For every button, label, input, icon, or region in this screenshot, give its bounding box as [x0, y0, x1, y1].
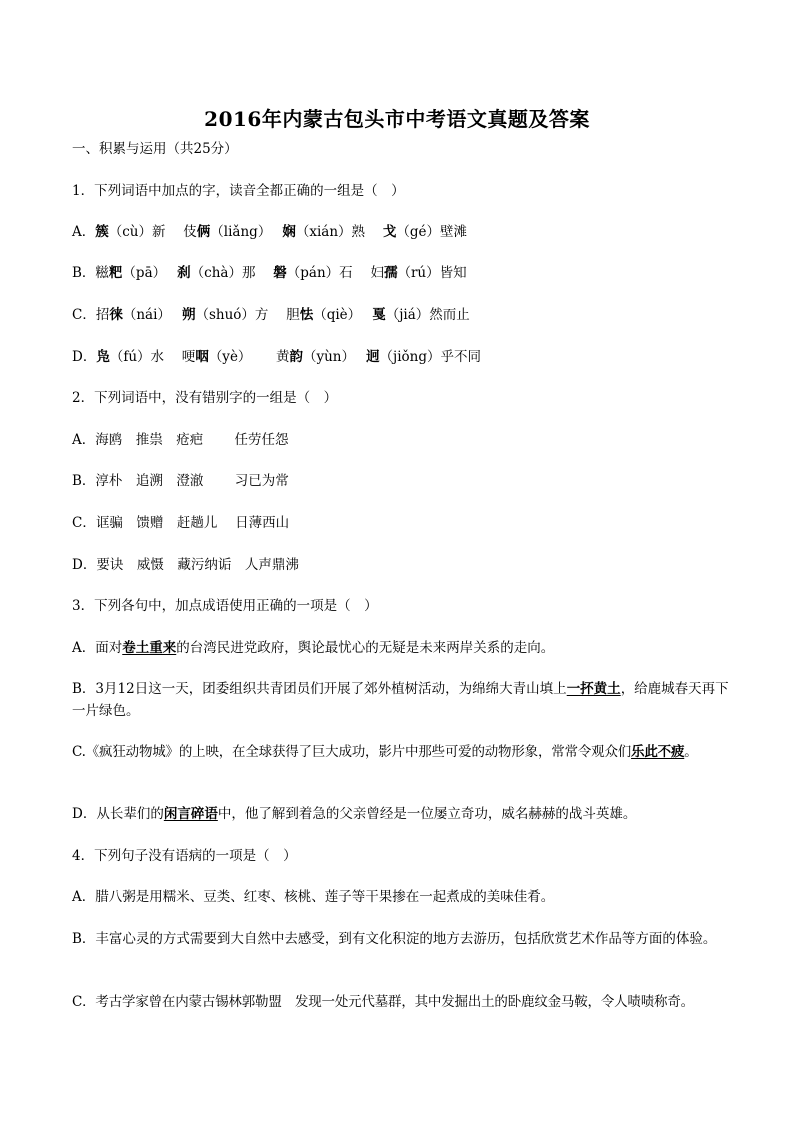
text: C．招 — [72, 307, 110, 323]
text: （yùn） — [302, 349, 367, 365]
dotted-char: 朔 — [181, 307, 196, 323]
q3-option-c — [72, 741, 732, 763]
text: （shuó）方 胆 — [195, 307, 300, 323]
text: （pán）石 妇 — [286, 265, 384, 281]
text: （nái） — [122, 307, 182, 323]
text: （xián）熟 — [295, 224, 383, 240]
q2-option-b: B．淳朴 追溯 澄澈 习已为常 — [72, 473, 289, 489]
text: （yè） 黄 — [208, 349, 290, 365]
q1-option-b — [72, 262, 732, 284]
text: （qiè） — [313, 307, 373, 323]
text: （fú）水 哽 — [109, 349, 196, 365]
idiom: 卷土重来 — [122, 640, 177, 656]
text: D． — [72, 349, 97, 365]
q2-option-a: A．海鸥 推祟 疮疤 任劳任怨 — [72, 432, 289, 448]
dotted-char: 簇 — [95, 224, 109, 240]
q2-stem: 2．下列词语中，没有错别字的一组是（ ） — [72, 390, 338, 406]
q3-option-d — [72, 803, 732, 825]
q1-option-a — [72, 221, 732, 243]
text: （cù）新 伎 — [108, 224, 197, 240]
dotted-char: 孺 — [383, 265, 398, 281]
q2-option-c: C．诓骗 馈赠 赶趟儿 日薄西山 — [72, 515, 290, 531]
q3-option-a — [72, 637, 732, 659]
dotted-char: 磐 — [273, 265, 287, 281]
dotted-char: 怯 — [299, 307, 314, 323]
idiom: 一抔黄土 — [566, 681, 621, 697]
dotted-char: 徕 — [109, 307, 123, 323]
idiom: 乐此不疲 — [631, 744, 685, 760]
idiom: 闲言碎语 — [163, 806, 218, 822]
text: （jiá）然而止 — [385, 307, 470, 323]
dotted-char: 娴 — [282, 224, 296, 240]
text: （liǎng） — [210, 224, 283, 240]
dotted-char: 戈 — [382, 224, 397, 240]
text: 中，他了解到着急的父亲曾经是一位屡立奇功，威名赫赫的战斗英雄。 — [217, 806, 637, 822]
dotted-char: 戛 — [372, 307, 386, 323]
q1-stem: 1．下列词语中加点的字，读音全都正确的一组是（ ） — [72, 183, 405, 199]
q4-option-c: C．考古学家曾在内蒙古锡林郭勒盟 发现一处元代墓群，其中发掘出土的卧鹿纹金马鞍，令人啧啧称奇。 — [72, 994, 694, 1010]
text: B．3月12日这一天，团委组织共青团员们开展了郊外植树活动，为绵绵大青山填上 — [72, 681, 567, 697]
q1-option-d — [72, 346, 732, 368]
text: （gé）壁滩 — [396, 224, 467, 240]
text: （rú）皆知 — [397, 265, 467, 281]
dotted-char: 韵 — [289, 349, 303, 365]
q1-option-c — [72, 304, 732, 326]
text: C.《疯狂动物城》的上映，在全球获得了巨大成功，影片中那些可爱的动物形象，常常令观众们 — [72, 744, 632, 760]
q3-stem: 3．下列各句中，加点成语使用正确的一项是（ ） — [72, 598, 378, 614]
section-heading: 一、积累与运用（共25分） — [72, 141, 238, 157]
text: A． — [72, 224, 96, 240]
text: （jiǒng）乎不同 — [379, 349, 482, 365]
q4-stem: 4．下列句子没有语病的一项是（ ） — [72, 848, 297, 864]
text: B．糍 — [72, 265, 109, 281]
dotted-char: 刹 — [177, 265, 191, 281]
dotted-char: 俩 — [196, 224, 211, 240]
q2-option-d: D．要诀 威慑 藏污纳诟 人声鼎沸 — [72, 557, 299, 573]
q4-option-b: B．丰富心灵的方式需要到大自然中去感受，到有文化积淀的地方去游历，包括欣赏艺术作品等方面的体验。 — [72, 931, 717, 947]
page-title: 2016年内蒙古包头市中考语文真题及答案 — [204, 107, 590, 131]
dotted-char: 迥 — [366, 349, 380, 365]
dotted-char: 凫 — [96, 349, 110, 365]
text: （chà）那 — [190, 265, 274, 281]
dotted-char: 咽 — [195, 349, 209, 365]
q4-option-a: A．腊八粥是用糯米、豆类、红枣、核桃、莲子等干果掺在一起煮成的美味佳肴。 — [72, 889, 555, 905]
text: （pā） — [122, 265, 178, 281]
dotted-char: 粑 — [108, 265, 123, 281]
text: A．面对 — [72, 640, 123, 656]
text: ，给鹿城春天再下一片绿色。 — [72, 681, 729, 719]
text: 的台湾民进党政府，舆论最忧心的无疑是未来两岸关系的走向。 — [176, 640, 555, 656]
q3-option-b — [72, 678, 732, 722]
text: D．从长辈们的 — [72, 806, 164, 822]
text: 。 — [684, 744, 698, 760]
